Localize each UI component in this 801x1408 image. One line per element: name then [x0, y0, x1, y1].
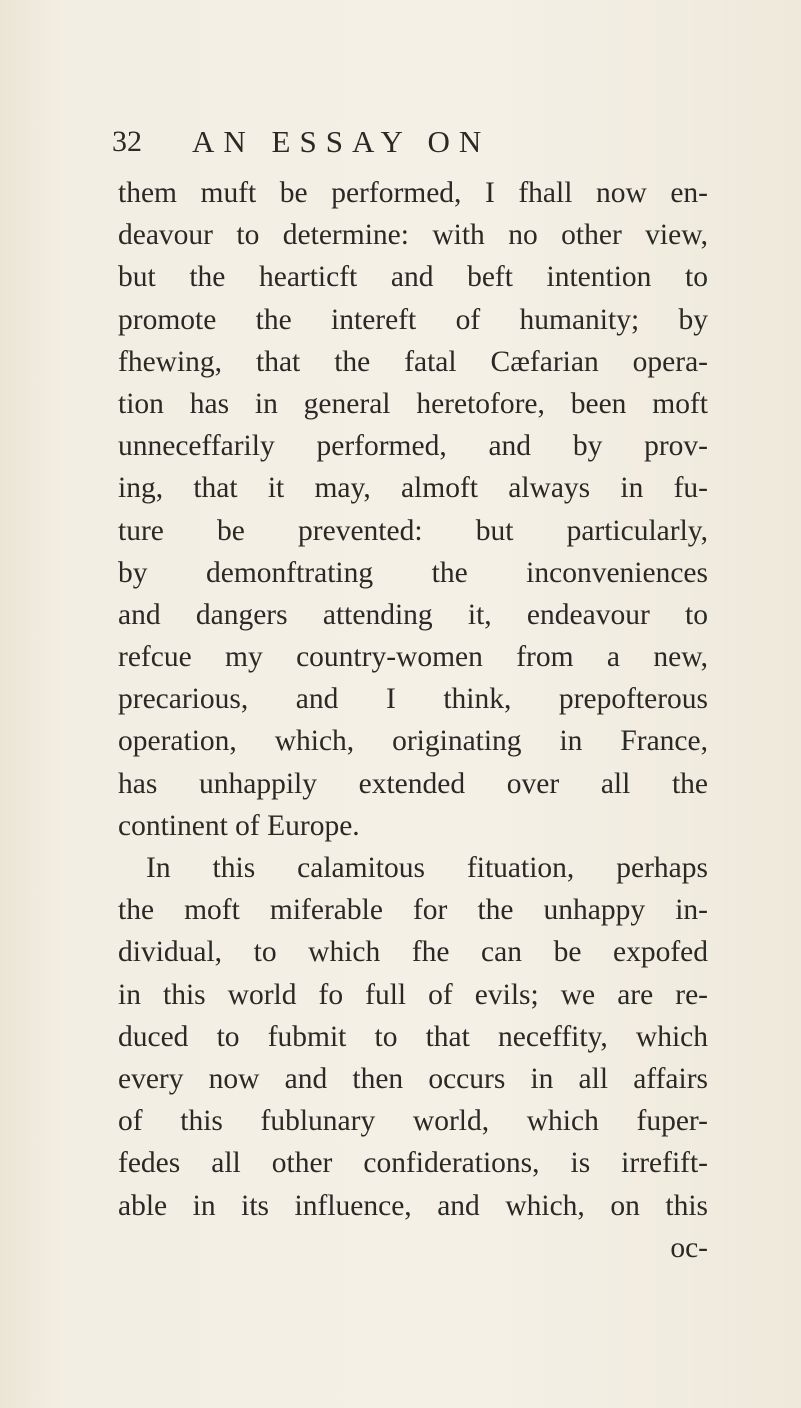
text-line: unneceffarily performed, and by prov- — [118, 430, 708, 463]
text-line: by demonftrating the inconveniences — [118, 556, 708, 589]
text-line: and dangers attending it, endeavour to — [118, 598, 708, 631]
page-header — [112, 120, 721, 164]
text-line: every now and then occurs in all affairs — [118, 1062, 708, 1095]
text-line: the moft miferable for the unhappy in- — [118, 894, 708, 927]
text-line: operation, which, originating in France, — [118, 725, 708, 758]
body-text — [118, 172, 708, 1269]
text-line: continent of Europe. — [118, 809, 360, 842]
page-number: 32 — [112, 125, 142, 158]
text-line: promote the intereft of humanity; by — [118, 303, 708, 336]
text-line: of this fublunary world, which fuper- — [118, 1105, 708, 1138]
text-line: fhewing, that the fatal Cæfarian opera- — [118, 345, 708, 378]
text-line: in this world fo full of evils; we are re- — [118, 978, 708, 1011]
text-line: precarious, and I think, prepofterous — [118, 683, 708, 716]
text-line: ture be prevented: but particularly, — [118, 514, 708, 547]
text-line: them muft be performed, I fhall now en- — [118, 177, 708, 209]
text-line: refcue my country-women from a new, — [118, 641, 708, 674]
text-line: dividual, to which fhe can be expofed — [118, 936, 708, 969]
text-line: In this calamitous fituation, perhaps — [146, 852, 708, 884]
text-line: duced to fubmit to that neceffity, which — [118, 1020, 708, 1053]
catchword: oc- — [670, 1231, 708, 1264]
text-line: able in its influence, and which, on this — [118, 1189, 708, 1222]
text-line: but the hearticft and beft intention to — [118, 261, 708, 294]
text-line: tion has in general heretofore, been moft — [118, 387, 708, 420]
text-line: has unhappily extended over all the — [118, 767, 708, 800]
text-line: deavour to determine: with no other view, — [118, 219, 708, 252]
text-line: ing, that it may, almoft always in fu- — [118, 472, 708, 505]
running-head: AN ESSAY ON — [192, 124, 491, 159]
text-line: fedes all other confiderations, is irrefift- — [118, 1147, 708, 1180]
